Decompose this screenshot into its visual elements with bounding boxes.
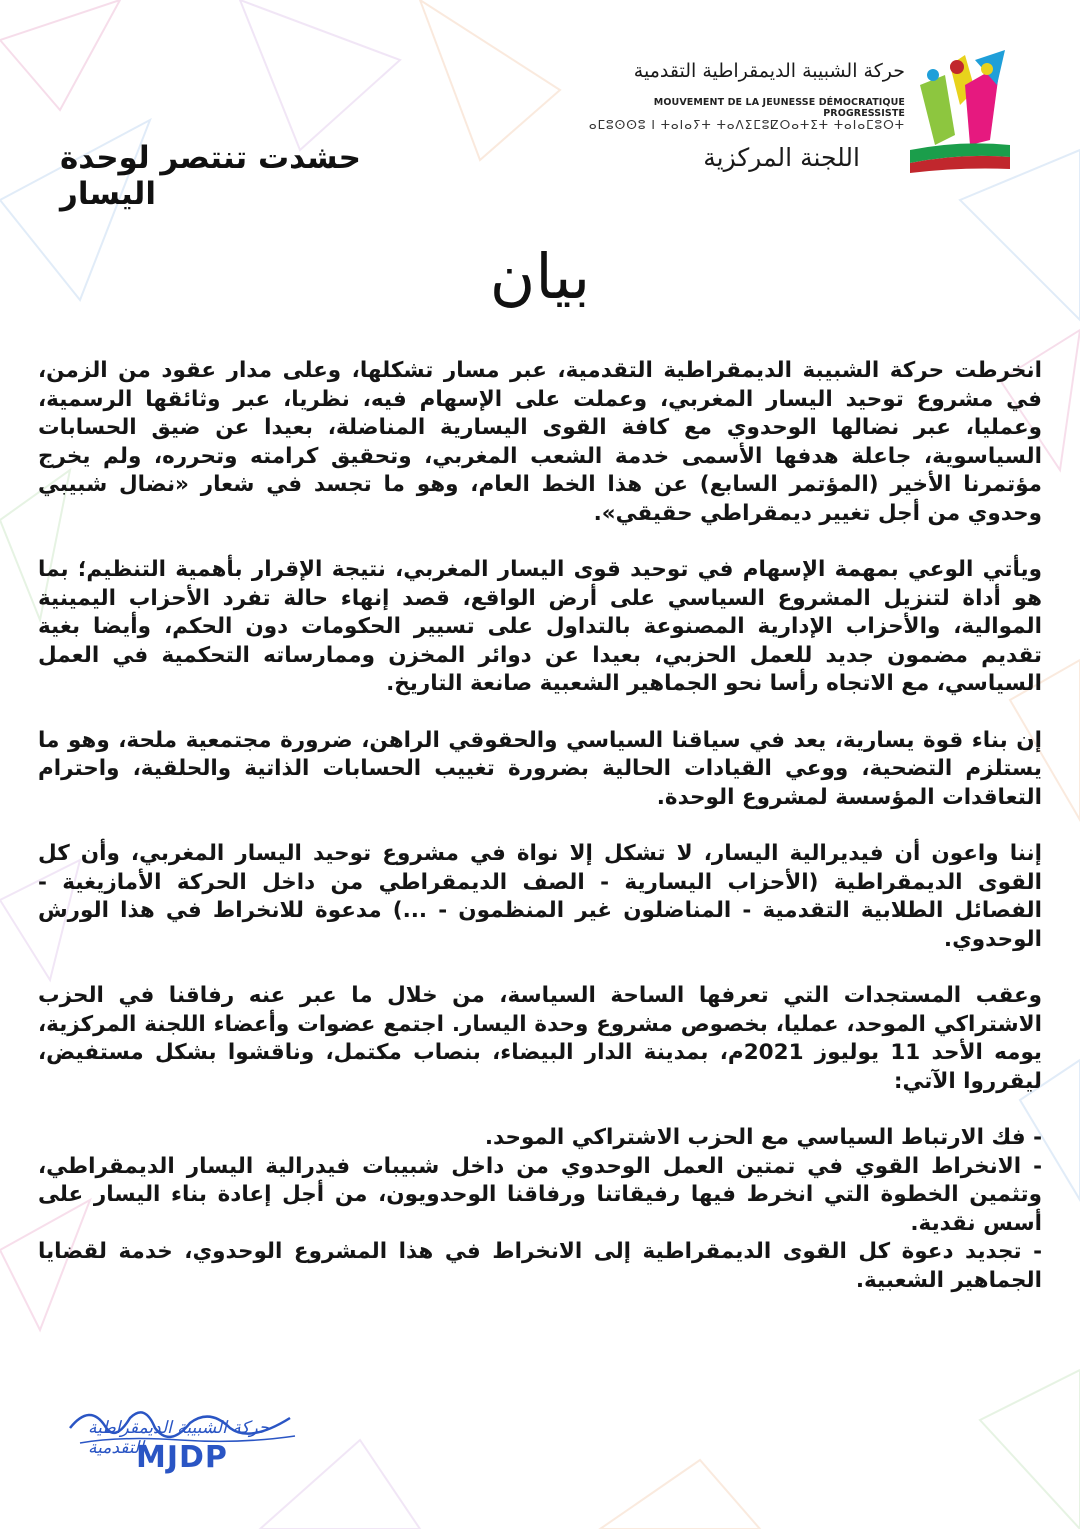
paragraph-1: انخرطت حركة الشبيبة الديمقراطية التقدمية، عبر مسار تشكلها، وعلى مدار عقود من الزمن، في مشروع توحيد اليسار المغربي، وعملت على الإسهام فيه، نظريا، عبر وثائقها الرسمية، وعمليا، عبر نضالها الوحدوي مع كافة القوى اليسارية المناضلة، بعيدا عن ضيق الحسابات السياسوية، جاعلة هدفها الأسمى خدمة الشعب المغربي، وتحقيق كرامته وتحرره، ولم يخرج مؤتمرنا الأخير (المؤتمر السابع) عن هذا الخط العام، وهو ما تجسد في شعار «نضال شبيبي وحدوي من أجل تغيير ديمقراطي حقيقي». [38,358,1042,526]
slogan: حشدت تنتصر لوحدة اليسار [60,140,361,212]
organization-logo-icon [905,45,1015,175]
organization-name-french: MOUVEMENT DE LA JEUNESSE DÉMOCRATIQUE PROGRESSISTE [653,97,905,119]
signature-stamp-text: حركة الشبيبة الديمقراطية التقدمية [88,1418,270,1458]
committee-name: اللجنة المركزية [703,143,860,172]
statement-body [38,357,1042,1295]
organization-name-arabic: حركة الشبيبة الديمقراطية التقدمية [633,60,905,82]
decision-item: - تجديد دعوة كل القوى الديمقراطية إلى الانخراط في هذا المشروع الوحدوي، خدمة لقضايا الجماهير الشعبية. [38,1239,1042,1293]
decision-item: - فك الارتباط السياسي مع الحزب الاشتراكي الموحد. [484,1125,1042,1150]
organization-name-tamazight: ⴰⵎⵓⵙⵙⵓ ⵏ ⵜⴰⵏⴰⵢⵜ ⵜⴰⴷⵉⵎⵓⵇⵔⴰⵜⵉⵜ ⵜⴰⵏⴰⵎⵓⵔⵜ [588,118,905,132]
paragraph-3: إن بناء قوة يسارية، يعد في سياقنا السياسي والحقوقي الراهن، ضرورة مجتمعية ملحة، وهو ما يستلزم التضحية، ووعي القيادات الحالية بضرورة تغييب الحسابات الذاتية والحلقية، واحترام التعاقدات المؤسسة لمشروع الوحدة. [38,727,1042,810]
decisions-list [38,1124,1042,1295]
paragraph-2: ويأتي الوعي بمهمة الإسهام في توحيد قوى اليسار المغربي، نتيجة الإقرار بأهمية التنظيم؛ بما هو أداة لتنزيل المشروع السياسي على أرض الواقع، قصد إنهاء حالة تفرد الأحزاب اليمينية الموالية، والأحزاب الإدارية المصنوعة بالتداول على تسيير الحكومات دون الحكم، وأيضا بغية تقديم مضمون جديد للعمل الحزبي، بعيدا عن دوائر المخزن وممارساته التحكمية في العمل السياسي، مع الاتجاه رأسا نحو الجماهير الشعبية صانعة التاريخ. [38,557,1042,696]
decision-item: - الانخراط القوي في تمتين العمل الوحدوي من داخل شبيبات فيدرالية اليسار الديمقراطي، وتثمين الخطوة التي انخرط فيها رفيقاتنا ورفاقنا الوحدويون، من أجل إعادة بناء اليسار على أسس نقدية. [38,1153,1042,1236]
signature-acronym: MJDP [136,1440,228,1475]
document-title: بيان [489,240,591,313]
paragraph-4: إننا واعون أن فيديرالية اليسار، لا تشكل إلا نواة في مشروع توحيد اليسار المغربي، وأن كل القوى الديمقراطية (الأحزاب اليسارية - الصف الديمقراطي من داخل الحركة الأمازيغية - الفصائل الطلابية التقدمية - المناضلون غير المنظمون - ...) مدعوة للانخراط في هذا الورش الوحدوي. [38,841,1042,952]
paragraph-5: وعقب المستجدات التي تعرفها الساحة السياسة، من خلال ما عبر عنه رفاقنا في الحزب الاشتراكي الموحد، عمليا، بخصوص مشروع وحدة اليسار. اجتمع عضوات وأعضاء اللجنة المركزية، يومه الأحد 11 يوليوز 2021م، بمدينة الدار البيضاء، بنصاب مكتمل، وناقشوا بشكل مستفيض، ليقرروا الآتي: [38,983,1043,1094]
